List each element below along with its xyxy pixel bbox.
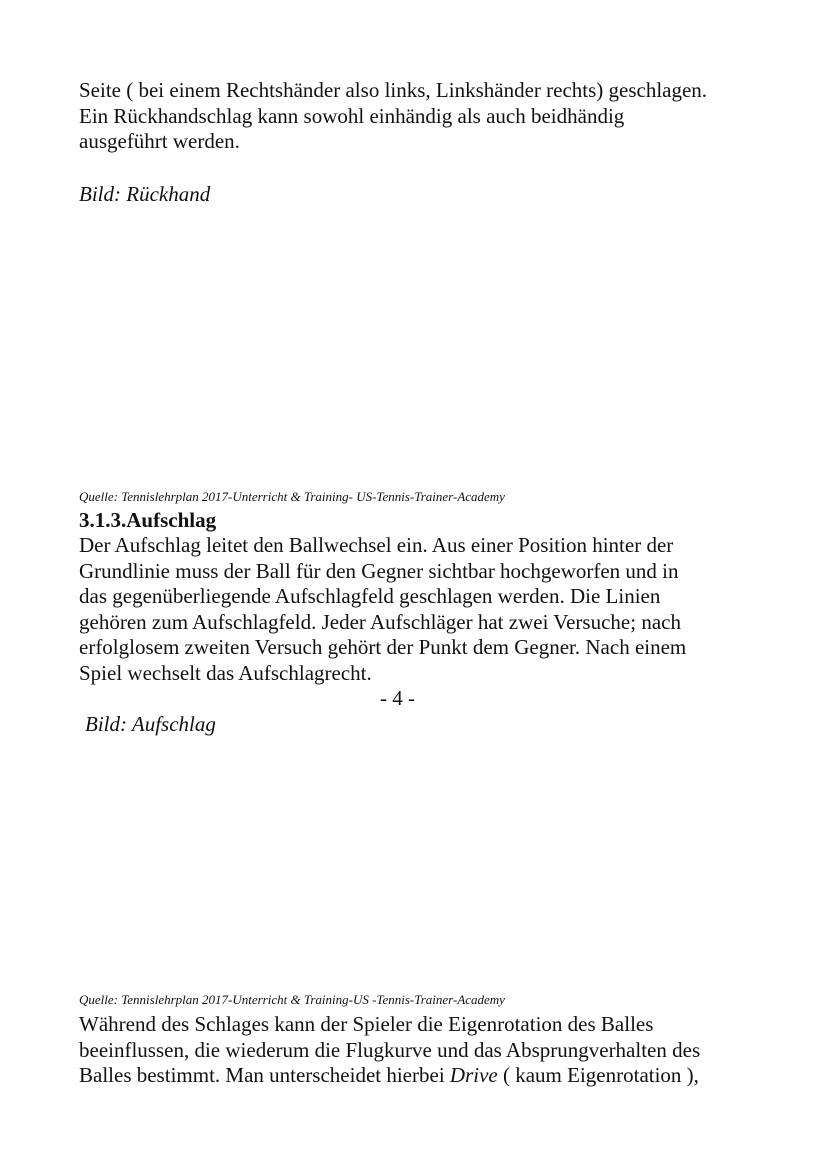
figure-source-rueckhand: Quelle: Tennislehrplan 2017-Unterricht & Training- US-Tennis-Trainer-Academy: [79, 489, 505, 504]
closing-line: Während des Schlages kann der Spieler die Eigenrotation des Balles: [79, 1012, 654, 1036]
figure-caption-rueckhand: Bild: Rückhand: [79, 182, 211, 206]
page-number: - 4 -: [380, 686, 415, 710]
figure-image-rueckhand: [79, 215, 749, 485]
section-line: Grundlinie muss der Ball für den Gegner sichtbar hochgeworfen und in: [79, 558, 679, 583]
intro-paragraph: [79, 78, 779, 155]
section-line: Der Aufschlag leitet den Ballwechsel ein. Aus einer Position hinter der: [79, 533, 674, 557]
figure-caption-aufschlag: Bild: Aufschlag: [85, 712, 216, 736]
figure-image-aufschlag: [79, 745, 749, 985]
closing-text-before: Balles bestimmt. Man unterscheidet hierbei: [79, 1063, 450, 1087]
closing-line: beeinflussen, die wiederum die Flugkurve und das Absprungverhalten des: [79, 1037, 701, 1062]
term-drive: Drive: [449, 1063, 498, 1087]
closing-line-last: [79, 1063, 779, 1089]
intro-line: Ein Rückhandschlag kann sowohl einhändig als auch beidhändig: [79, 103, 625, 128]
figure-source-aufschlag: Quelle: Tennislehrplan 2017-Unterricht & Training-US -Tennis-Trainer-Academy: [79, 992, 505, 1007]
section-heading: 3.1.3.Aufschlag: [79, 508, 217, 532]
section-line: das gegenüberliegende Aufschlagfeld geschlagen werden. Die Linien: [79, 584, 661, 608]
section-line: Spiel wechselt das Aufschlagrecht.: [79, 660, 372, 685]
section-line: erfolglosem zweiten Versuch gehört der Punkt dem Gegner. Nach einem: [79, 635, 687, 659]
closing-paragraph: [79, 1012, 779, 1089]
intro-line: Seite ( bei einem Rechtshänder also links, Linkshänder rechts) geschlagen.: [79, 78, 708, 102]
section-paragraph: [79, 533, 779, 686]
intro-line: ausgeführt werden.: [79, 129, 240, 153]
section-line: gehören zum Aufschlagfeld. Jeder Aufschläger hat zwei Versuche; nach: [79, 609, 681, 634]
closing-text-after: ( kaum Eigenrotation ),: [497, 1063, 699, 1087]
